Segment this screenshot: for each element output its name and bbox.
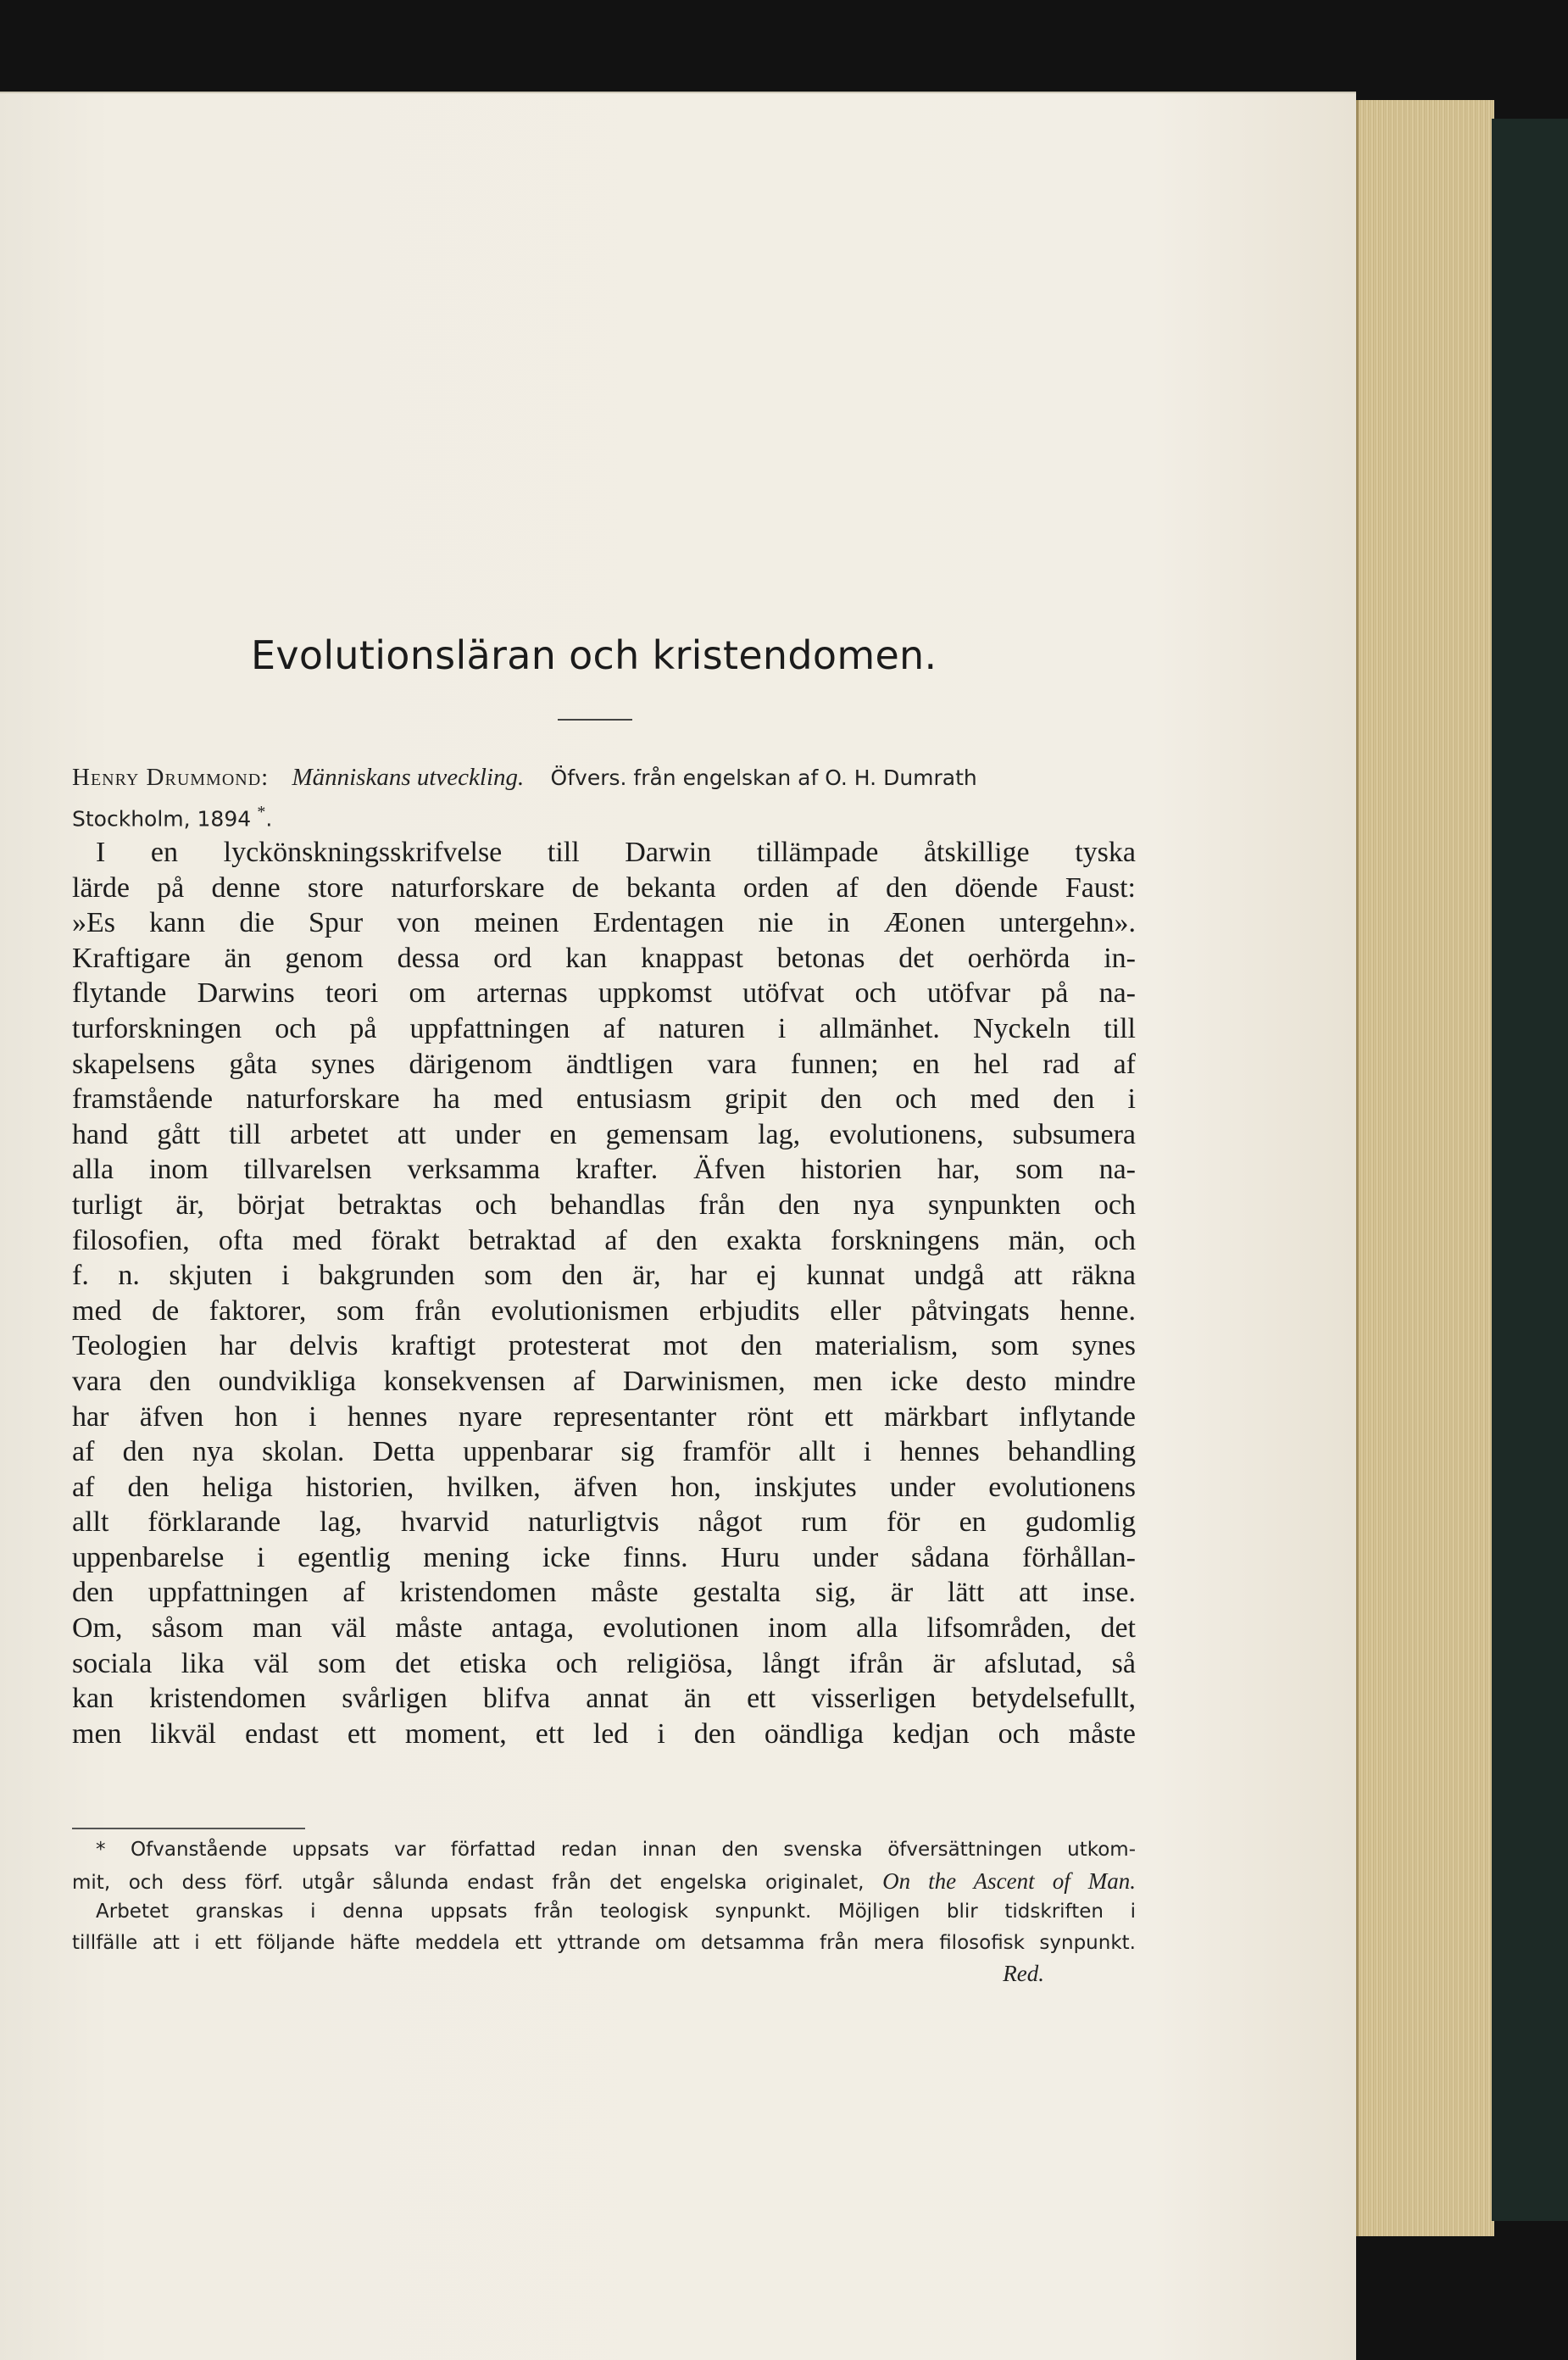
editor-signature: Red. — [1003, 1961, 1044, 1986]
body-line: I en lyckönskningsskrifvelse till Darwin tillämpade åtskillige tyska — [96, 837, 1136, 868]
body-line: hand gått till arbetet att under en gemensam lag, evolutionens, subsumera — [72, 1118, 1136, 1150]
body-line: har äfven hon i hennes nyare representanter rönt ett märkbart inflytande — [72, 1400, 1136, 1433]
body-line: men likväl endast ett moment, ett led i den oändliga kedjan och måste — [72, 1717, 1136, 1750]
body-line: sociala lika väl som det etiska och religiösa, långt ifrån är afslutad, så — [72, 1647, 1136, 1679]
footnote-mark: * — [257, 803, 266, 821]
book-spine — [1492, 119, 1568, 2221]
body-line: filosofien, ofta med förakt betraktad af den exakta forskningens män, och — [72, 1224, 1136, 1256]
footnote-line: Arbetet granskas i denna uppsats från teologisk synpunkt. Möjligen blir tidskriften i — [96, 1901, 1136, 1923]
body-line: alla inom tillvarelsen verksamma krafter. Äfven historien har, som na- — [72, 1154, 1136, 1186]
body-line: af den heliga historien, hvilken, äfven hon, inskjutes under evolutionens — [72, 1471, 1136, 1503]
footnote-divider — [72, 1828, 305, 1829]
body-line: kan kristendomen svårligen blifva annat än ett visserligen betydelsefullt, — [72, 1683, 1136, 1715]
byline: Henry Drummond: Människans utveckling. Öfvers. från engelskan af O. H. Dumrath Stockholm, 1894 *. — [72, 764, 977, 832]
byline-author: Henry Drummond: — [72, 764, 270, 791]
body-line: turforskningen och på uppfattningen af naturen i allmänhet. Nyckeln till — [72, 1012, 1136, 1044]
footnote-line-text: mit, och dess förf. utgår sålunda endast från det engelska originalet, — [72, 1871, 865, 1894]
byline-translation: Öfvers. från engelskan af O. H. Dumrath — [550, 765, 977, 790]
body-line: Kraftigare än genom dessa ord kan knappast betonas det oerhörda in- — [72, 942, 1136, 974]
page-edges — [1356, 100, 1494, 2236]
byline-book-title: Människans utveckling. — [292, 764, 525, 791]
body-line: framstående naturforskare ha med entusiasm gripit den och med den i — [72, 1083, 1136, 1116]
article-body — [72, 835, 1136, 1751]
body-line: Om, såsom man väl måste antaga, evolutionen inom alla lifsområden, det — [72, 1612, 1136, 1645]
title-divider — [558, 719, 632, 721]
body-line: flytande Darwins teori om arternas uppkomst utöfvat och utöfvar på na- — [72, 977, 1136, 1010]
article-title: Evolutionsläran och kristendomen. — [251, 632, 937, 678]
body-line: turligt är, börjat betraktas och behandlas från den nya synpunkten och — [72, 1188, 1136, 1221]
body-line: den uppfattningen af kristendomen måste gestalta sig, är lätt att inse. — [72, 1577, 1136, 1609]
body-line: f. n. skjuten i bakgrunden som den är, har ej kunnat undgå att räkna — [72, 1260, 1136, 1292]
footnote-line: * Ofvanstående uppsats var författad redan innan den svenska öfversättningen utkom- — [96, 1839, 1136, 1861]
body-line: uppenbarelse i egentlig mening icke finns. Huru under sådana förhållan- — [72, 1541, 1136, 1573]
footnote — [72, 1834, 1136, 1989]
body-line: af den nya skolan. Detta uppenbarar sig framför allt i hennes behandling — [72, 1436, 1136, 1468]
body-line: med de faktorer, som från evolutionismen erbjudits eller påtvingats henne. — [72, 1294, 1136, 1327]
body-line: lärde på denne store naturforskare de bekanta orden af den döende Faust: — [72, 871, 1136, 904]
body-line: allt förklarande lag, hvarvid naturligtvis något rum för en gudomlig — [72, 1506, 1136, 1539]
footnote-line: tillfälle att i ett följande häfte meddela ett yttrande om detsamma från mera filosofisk synpunkt. — [72, 1931, 1136, 1954]
body-line: skapelsens gåta synes därigenom ändtligen vara funnen; en hel rad af — [72, 1048, 1136, 1080]
body-line: »Es kann die Spur von meinen Erdentagen nie in Æonen untergehn». — [72, 907, 1136, 939]
byline-place-year: Stockholm, 1894 — [72, 806, 252, 832]
footnote-line — [72, 1866, 1136, 1897]
body-line: Teologien har delvis kraftigt protesterat mot den materialism, som synes — [72, 1330, 1136, 1362]
body-line: vara den oundvikliga konsekvensen af Darwinismen, men icke desto mindre — [72, 1365, 1136, 1397]
footnote-book-title: On the Ascent of Man. — [882, 1867, 1137, 1894]
